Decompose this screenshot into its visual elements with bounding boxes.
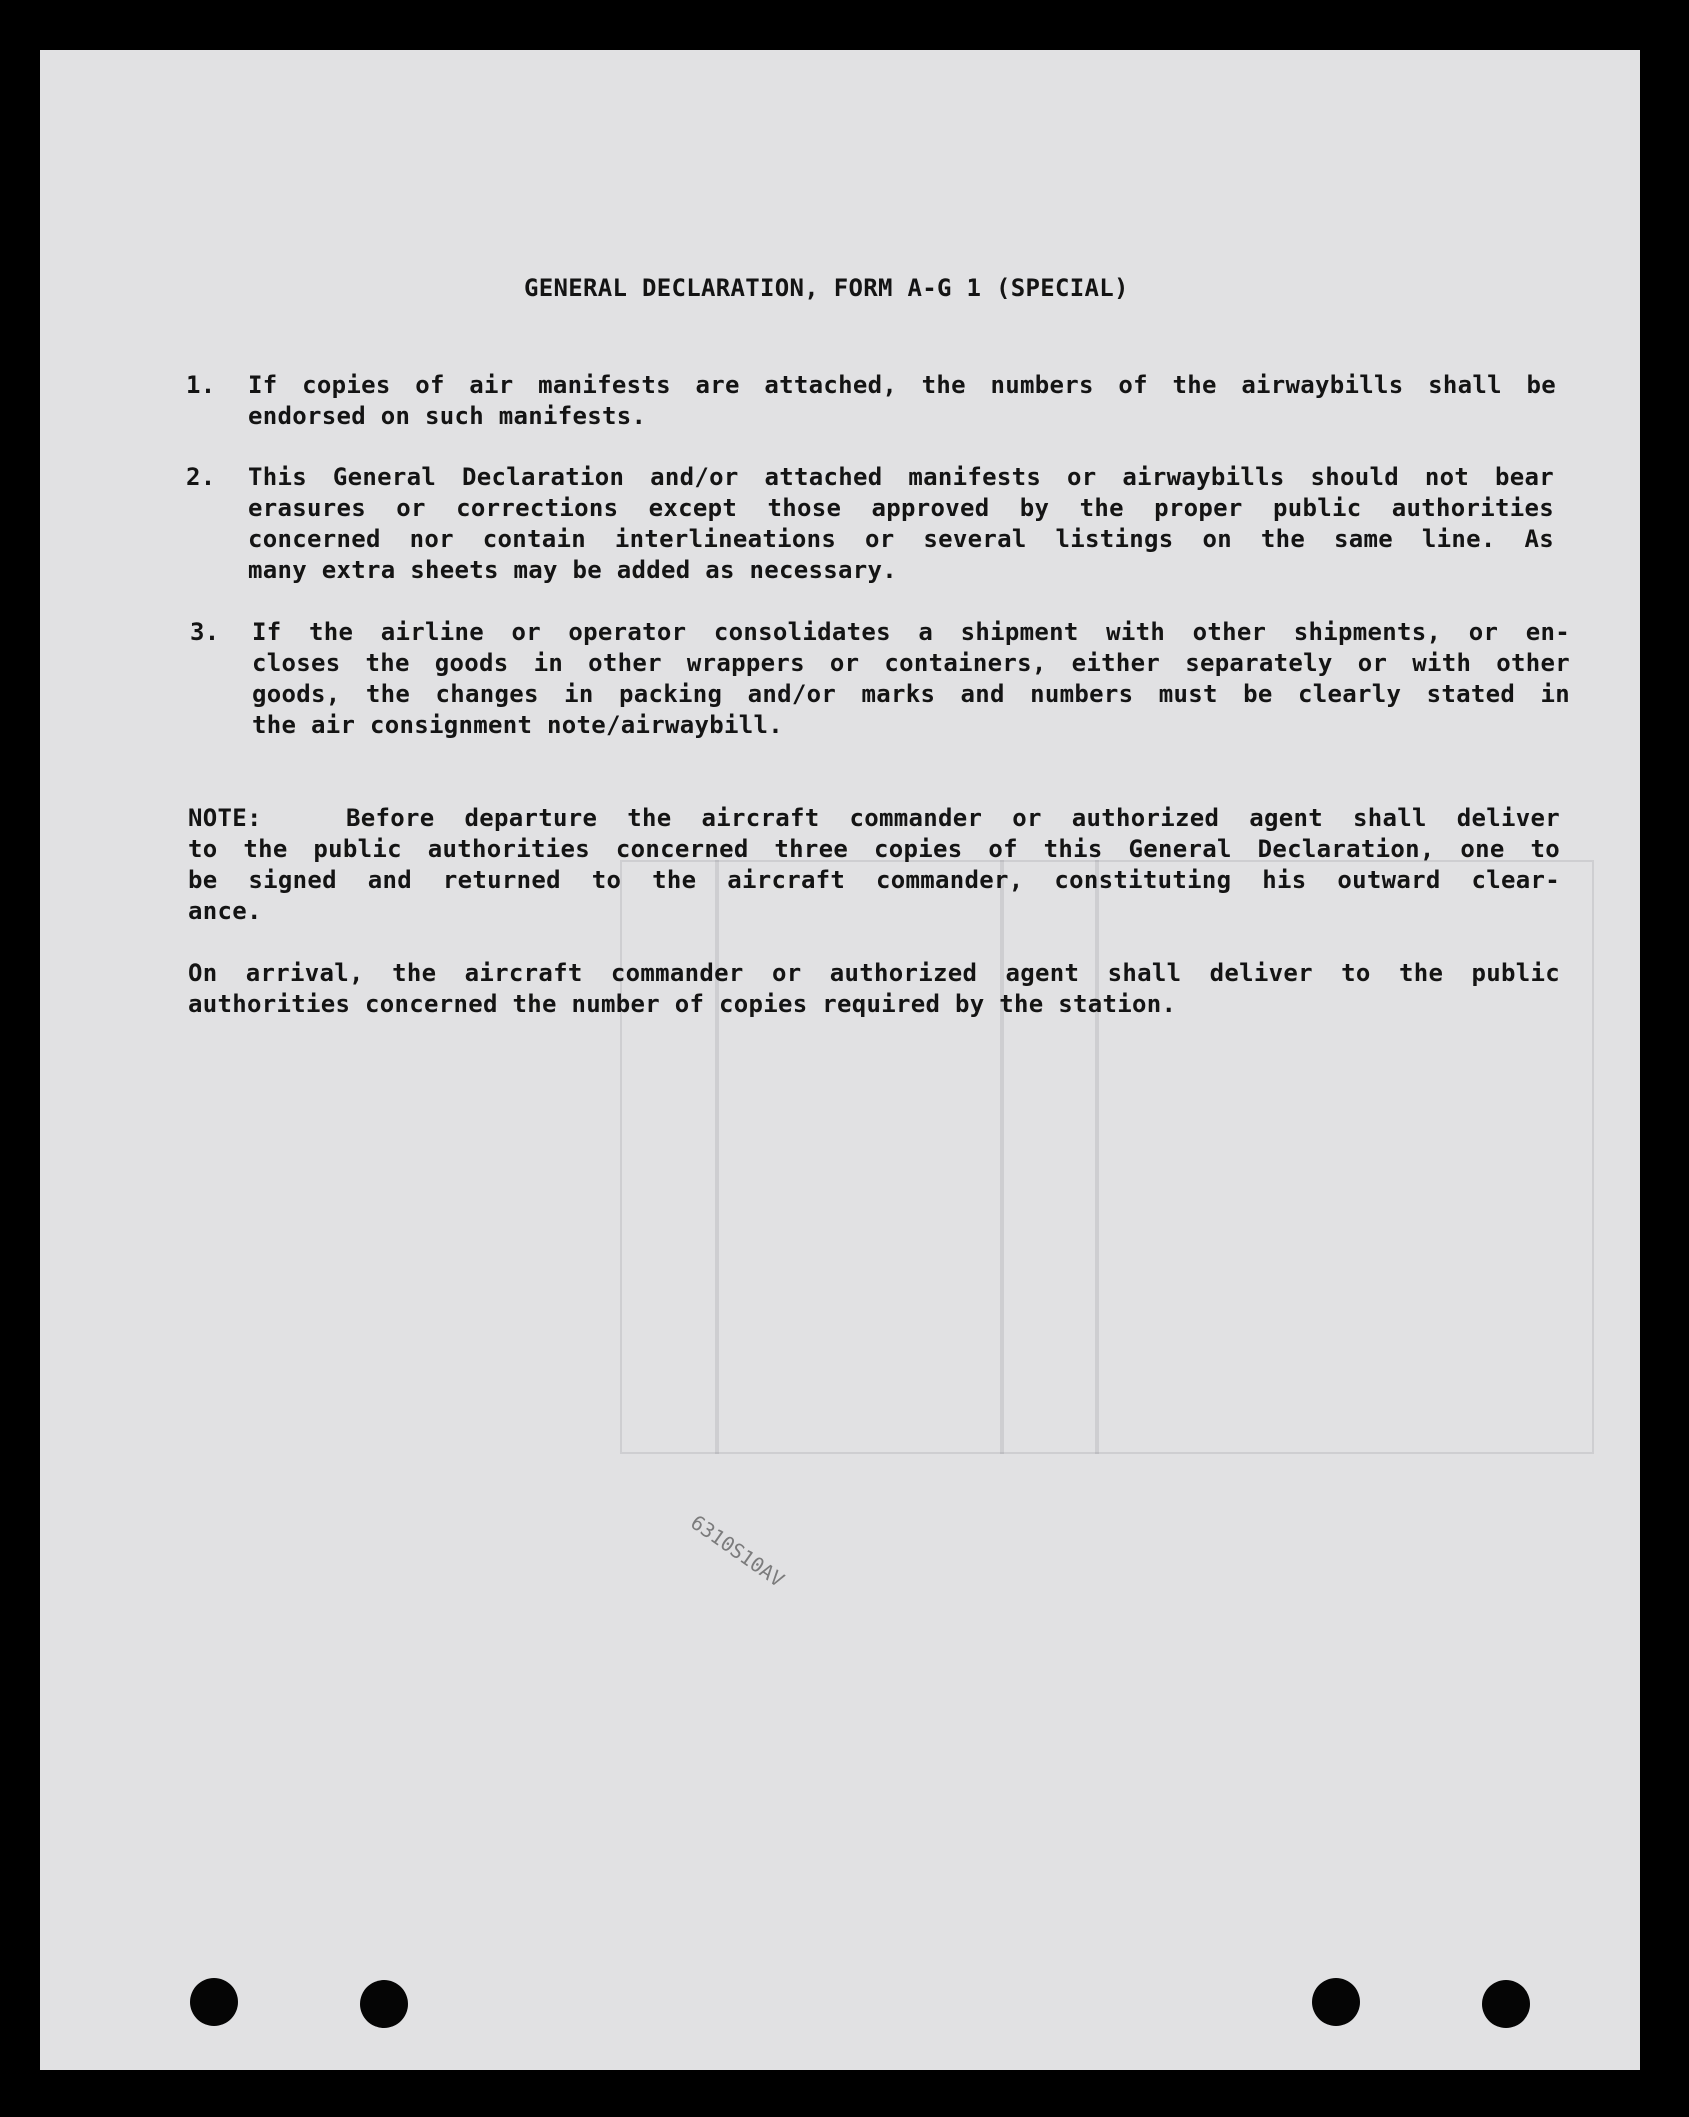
document-title: GENERAL DECLARATION, FORM A-G 1 (SPECIAL) [524,274,1129,302]
document-page [40,50,1640,2070]
show-through-box [620,860,1594,1454]
note-line: be signed and returned to the aircraft commander, constituting his outward clear- [188,866,1560,894]
note-line: ance. [188,897,262,925]
item-number: 3. [190,618,220,646]
item-line: If the airline or operator consolidates a shipment with other shipments, or en- [252,618,1570,646]
punch-hole [1482,1980,1530,2028]
show-through-divider [715,860,719,1454]
list-item [186,462,1556,586]
note-label: NOTE: [188,804,262,832]
document-stamp: 6310S10AV [686,1510,789,1592]
item-line: many extra sheets may be added as necessary. [248,556,897,584]
arrival-line: On arrival, the aircraft commander or authorized agent shall deliver to the public [188,959,1560,987]
note-line: Before departure the aircraft commander or authorized agent shall deliver [346,804,1560,832]
item-line: concerned nor contain interlineations or several listings on the same line. As [248,525,1554,553]
item-line: This General Declaration and/or attached manifests or airwaybills should not bear [248,463,1554,491]
item-line: endorsed on such manifests. [248,402,647,430]
item-line: the air consignment note/airwaybill. [252,711,783,739]
list-item [186,370,1556,432]
arrival-line: authorities concerned the number of copies required by the station. [188,990,1177,1018]
punch-hole [190,1978,238,2026]
punch-hole [360,1980,408,2028]
item-line: closes the goods in other wrappers or containers, either separately or with other [252,649,1570,677]
item-line: goods, the changes in packing and/or marks and numbers must be clearly stated in [252,680,1570,708]
show-through-divider [1000,860,1004,1454]
punch-hole [1312,1978,1360,2026]
item-line: erasures or corrections except those approved by the proper public authorities [248,494,1554,522]
item-number: 2. [186,463,216,491]
arrival-paragraph [188,958,1560,1020]
note-line: to the public authorities concerned three copies of this General Declaration, one to [188,835,1560,863]
list-item [190,617,1570,741]
item-line: If copies of air manifests are attached, the numbers of the airwaybills shall be [248,371,1556,399]
item-number: 1. [186,371,216,399]
note-section [188,803,1560,927]
show-through-divider [1095,860,1099,1454]
